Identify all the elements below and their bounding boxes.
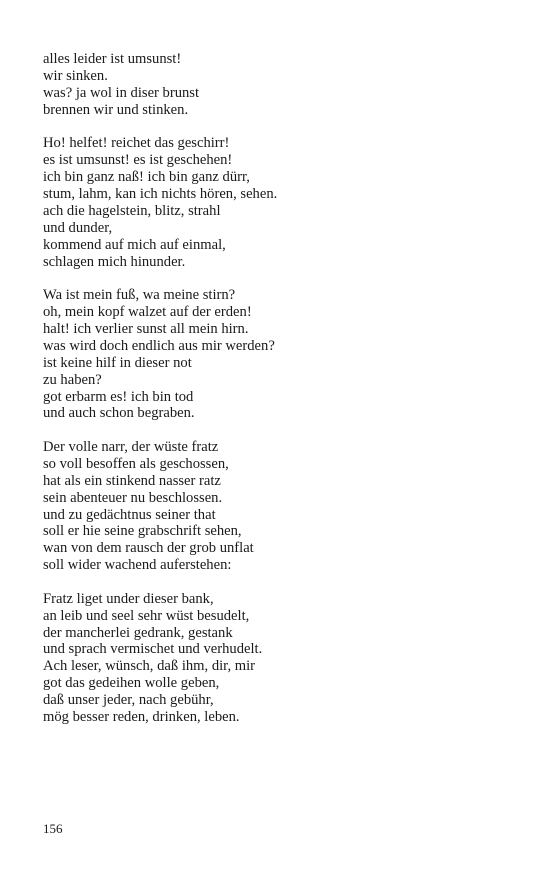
poem-line: zu haben?: [43, 371, 102, 388]
poem-line: wir sinken.: [43, 67, 108, 84]
poem-line: alles leider ist umsunst!: [43, 51, 182, 67]
stanza-2: [43, 135, 513, 270]
poem-line: got das gedeihen wolle geben,: [43, 675, 220, 692]
poem-line: soll wider wachend auferstehen:: [43, 557, 232, 574]
page-number: 156: [43, 821, 63, 836]
poem-line: Fratz liget under dieser bank,: [43, 590, 214, 607]
poem-line: stum, lahm, kan ich nichts hören, sehen.: [43, 185, 278, 202]
poem-line: schlagen mich hinunder.: [43, 253, 186, 270]
poem-line: was? ja wol in diser brunst: [43, 84, 200, 101]
poem-line: kommend auf mich auf einmal,: [43, 236, 226, 253]
stanza-5: [43, 591, 513, 726]
poem-line: brennen wir und stinken.: [43, 101, 189, 118]
poem-line: so voll besoffen als geschossen,: [43, 455, 229, 472]
poem-line: Der volle narr, der wüste fratz: [43, 438, 219, 455]
poem-line: oh, mein kopf walzet auf der erden!: [43, 303, 252, 320]
poem-line: ach die hagelstein, blitz, strahl: [43, 202, 221, 219]
poem-line: und dunder,: [43, 219, 113, 236]
poem-line: halt! ich verlier sunst all mein hirn.: [43, 320, 249, 337]
poem-line: ist keine hilf in dieser not: [43, 354, 192, 371]
poem-line: an leib und seel sehr wüst besudelt,: [43, 607, 250, 624]
stanza-3: [43, 287, 513, 422]
poem-line: was wird doch endlich aus mir werden?: [43, 337, 275, 354]
stanza-1: [43, 51, 513, 119]
poem-line: der mancherlei gedrank, gestank: [43, 624, 233, 641]
poem-body: [43, 51, 513, 743]
poem-line: es ist umsunst! es ist geschehen!: [43, 152, 233, 169]
poem-line: soll er hie seine grabschrift sehen,: [43, 523, 242, 540]
poem-line: mög besser reden, drinken, leben.: [43, 709, 240, 726]
poem-line: und auch schon begraben.: [43, 405, 195, 422]
poem-line: und sprach vermischet und verhudelt.: [43, 641, 263, 658]
poem-line: Ho! helfet! reichet das geschirr!: [43, 135, 230, 152]
poem-line: Wa ist mein fuß, wa meine stirn?: [43, 287, 236, 304]
poem-line: hat als ein stinkend nasser ratz: [43, 472, 221, 489]
poem-line: wan von dem rausch der grob unflat: [43, 540, 254, 557]
poem-line: daß unser jeder, nach gebühr,: [43, 692, 214, 709]
poem-line: ich bin ganz naß! ich bin ganz dürr,: [43, 169, 250, 186]
poem-line: Ach leser, wünsch, daß ihm, dir, mir: [43, 658, 256, 675]
poem-line: got erbarm es! ich bin tod: [43, 388, 194, 405]
stanza-4: [43, 439, 513, 574]
poem-line: sein abenteuer nu beschlossen.: [43, 489, 223, 506]
poem-line: und zu gedächtnus seiner that: [43, 506, 216, 523]
